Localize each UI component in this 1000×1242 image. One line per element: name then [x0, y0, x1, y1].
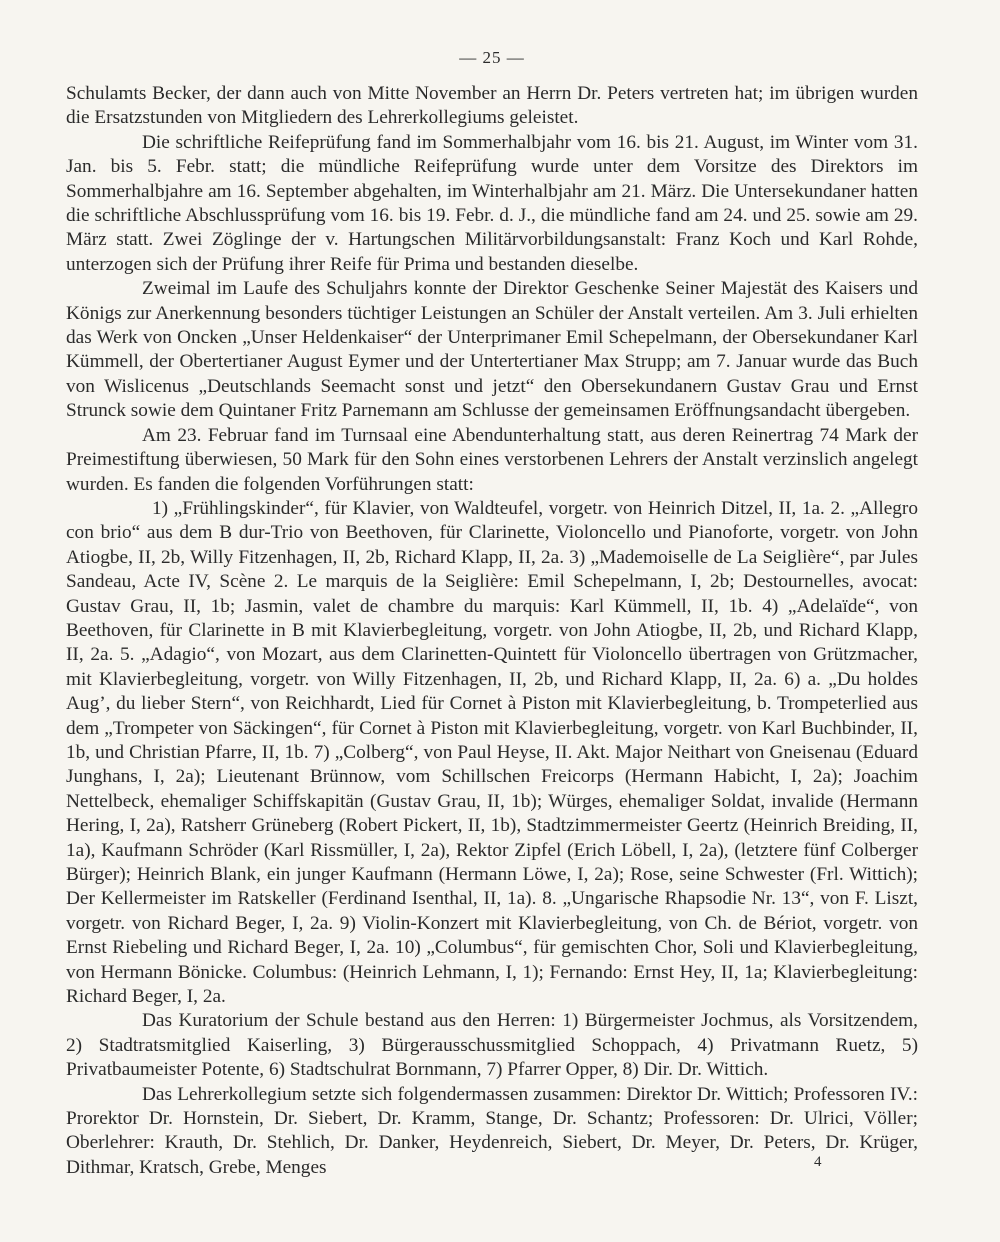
paragraph-1: Schulamts Becker, der dann auch von Mitte November an Herrn Dr. Peters vertreten hat; im übrigen wurden die Ersatzstunden von Mitgliedern des Lehrerkollegiums geleistet.	[66, 83, 918, 129]
paragraph-5: Das Kuratorium der Schule bestand aus den Herren: 1) Bürgermeister Jochmus, als Vorsitzendem, 2) Stadtratsmitglied Kaiserling, 3) Bürgerausschussmitglied Schoppach, 4) Privatmann Ruetz, 5) Privatbaumeister Potente, 6) Stadtschulrat Bornmann, 7) Pfarrer Opper, 8) Dir. Dr. Wittich.	[66, 1010, 918, 1081]
page	[66, 48, 918, 1180]
page-number: — 25 —	[459, 48, 525, 67]
paragraph-2: Die schriftliche Reifeprüfung fand im Sommerhalbjahr vom 16. bis 21. August, im Winter vom 31. Jan. bis 5. Febr. statt; die mündliche Reifeprüfung wurde unter dem Vorsitze des Direktors im Sommerhalbjahre am 16. September abgehalten, im Winterhalbjahr am 21. März. Die Untersekundaner hatten die schriftliche Abschlussprüfung vom 16. bis 19. Febr. d. J., die mündliche fand am 24. und 25. sowie am 29. März statt. Zwei Zöglinge der v. Hartungschen Militärvorbildungsanstalt: Franz Koch und Karl Rohde, unterzogen sich der Prüfung ihrer Reife für Prima und bestanden dieselbe.	[66, 131, 918, 275]
signature-mark: 4	[814, 1154, 822, 1170]
body-text	[66, 82, 918, 1180]
paragraph-6: Das Lehrerkollegium setzte sich folgendermassen zusammen: Direktor Dr. Wittich; Professoren IV.: Prorektor Dr. Hornstein, Dr. Siebert, Dr. Kramm, Stange, Dr. Schantz; Professoren: Dr. Ulrici, Völler; Oberlehrer: Krauth, Dr. Stehlich, Dr. Danker, Heydenreich, Siebert, Dr. Meyer, Dr. Peters, Dr. Krüger, Dithmar, Kratsch, Grebe, Menges	[66, 1083, 918, 1178]
paragraph-4: Am 23. Februar fand im Turnsaal eine Abendunterhaltung statt, aus deren Reinertrag 74 Mark der Preimestiftung überwiesen, 50 Mark für den Sohn eines verstorbenen Lehrers der Anstalt verzinslich angelegt wurden. Es fanden die folgenden Vorführungen statt:	[66, 424, 918, 495]
program-list: 1) „Frühlingskinder“, für Klavier, von Waldteufel, vorgetr. von Heinrich Ditzel, II, 1a. 2. „Allegro con brio“ aus dem B dur-Trio von Beethoven, für Clarinette, Violoncello und Pianoforte, vorgetr. von John Atiogbe, II, 2b, Willy Fitzenhagen, II, 2b, Richard Klapp, II, 2a. 3) „Mademoiselle de La Seiglière“, par Jules Sandeau, Acte IV, Scène 2. Le marquis de la Seiglière: Emil Schepelmann, I, 2b; Destournelles, avocat: Gustav Grau, II, 1b; Jasmin, valet de chambre du marquis: Karl Kümmell, II, 1b. 4) „Adelaïde“, von Beethoven, für Clarinette in B mit Klavierbegleitung, vorgetr. von John Atiogbe, II, 2b, und Richard Klapp, II, 2a. 5. „Adagio“, von Mozart, aus dem Clarinetten-Quintett für Violoncello übertragen von Grützmacher, mit Klavierbegleitung, vorgetr. von Willy Fitzenhagen, II, 2b, und Richard Klapp, II, 2a. 6) a. „Du holdes Aug’, du lieber Stern“, von Reichhardt, Lied für Cornet à Piston mit Klavierbegleitung, b. Trompeterlied aus dem „Trompeter von Säckingen“, für Cornet à Piston mit Klavierbegleitung, vorgetr. von Karl Buchbinder, II, 1b, und Christian Pfarre, II, 1b. 7) „Colberg“, von Paul Heyse, II. Akt. Major Neithart von Gneisenau (Eduard Junghans, I, 2a); Lieutenant Brünnow, vom Schillschen Freicorps (Hermann Habicht, I, 2a); Joachim Nettelbeck, ehemaliger Schiffskapitän (Gustav Grau, II, 1b); Würges, ehemaliger Soldat, invalide (Hermann Hering, I, 2a), Ratsherr Grüneberg (Robert Pickert, II, 1b), Stadtzimmermeister Geertz (Heinrich Breiding, II, 1a), Kaufmann Schröder (Karl Rissmüller, I, 2a), Rektor Zipfel (Erich Löbell, I, 2a), (letztere fünf Colberger Bürger); Heinrich Blank, ein junger Kaufmann (Hermann Löwe, I, 2a); Rose, seine Schwester (Frl. Wittich); Der Kellermeister im Ratskeller (Ferdinand Isenthal, II, 1a). 8. „Ungarische Rhapsodie Nr. 13“, von F. Liszt, vorgetr. von Richard Beger, I, 2a. 9) Violin-Konzert mit Klavierbegleitung, von Ch. de Bériot, vorgetr. von Ernst Riebeling und Richard Beger, I, 2a. 10) „Columbus“, für gemischten Chor, Soli und Klavierbegleitung, von Hermann Bönicke. Columbus: (Heinrich Lehmann, I, 1); Fernando: Ernst Hey, II, 1a; Klavierbegleitung: Richard Beger, I, 2a.	[66, 497, 918, 1008]
paragraph-3: Zweimal im Laufe des Schuljahrs konnte der Direktor Geschenke Seiner Majestät des Kaisers und Königs zur Anerkennung besonders tüchtiger Leistungen an Schüler der Anstalt verteilen. Am 3. Juli erhielten das Werk von Oncken „Unser Heldenkaiser“ der Unterprimaner Emil Schepelmann, der Obersekundaner Karl Kümmell, der Obertertianer August Eymer und der Untertertianer Max Strupp; am 7. Januar wurde das Buch von Wislicenus „Deutschlands Seemacht sonst und jetzt“ den Obersekundanern Gustav Grau und Ernst Strunck sowie dem Quintaner Fritz Parnemann am Schlusse der gemeinsamen Eröffnungsandacht übergeben.	[66, 278, 918, 422]
